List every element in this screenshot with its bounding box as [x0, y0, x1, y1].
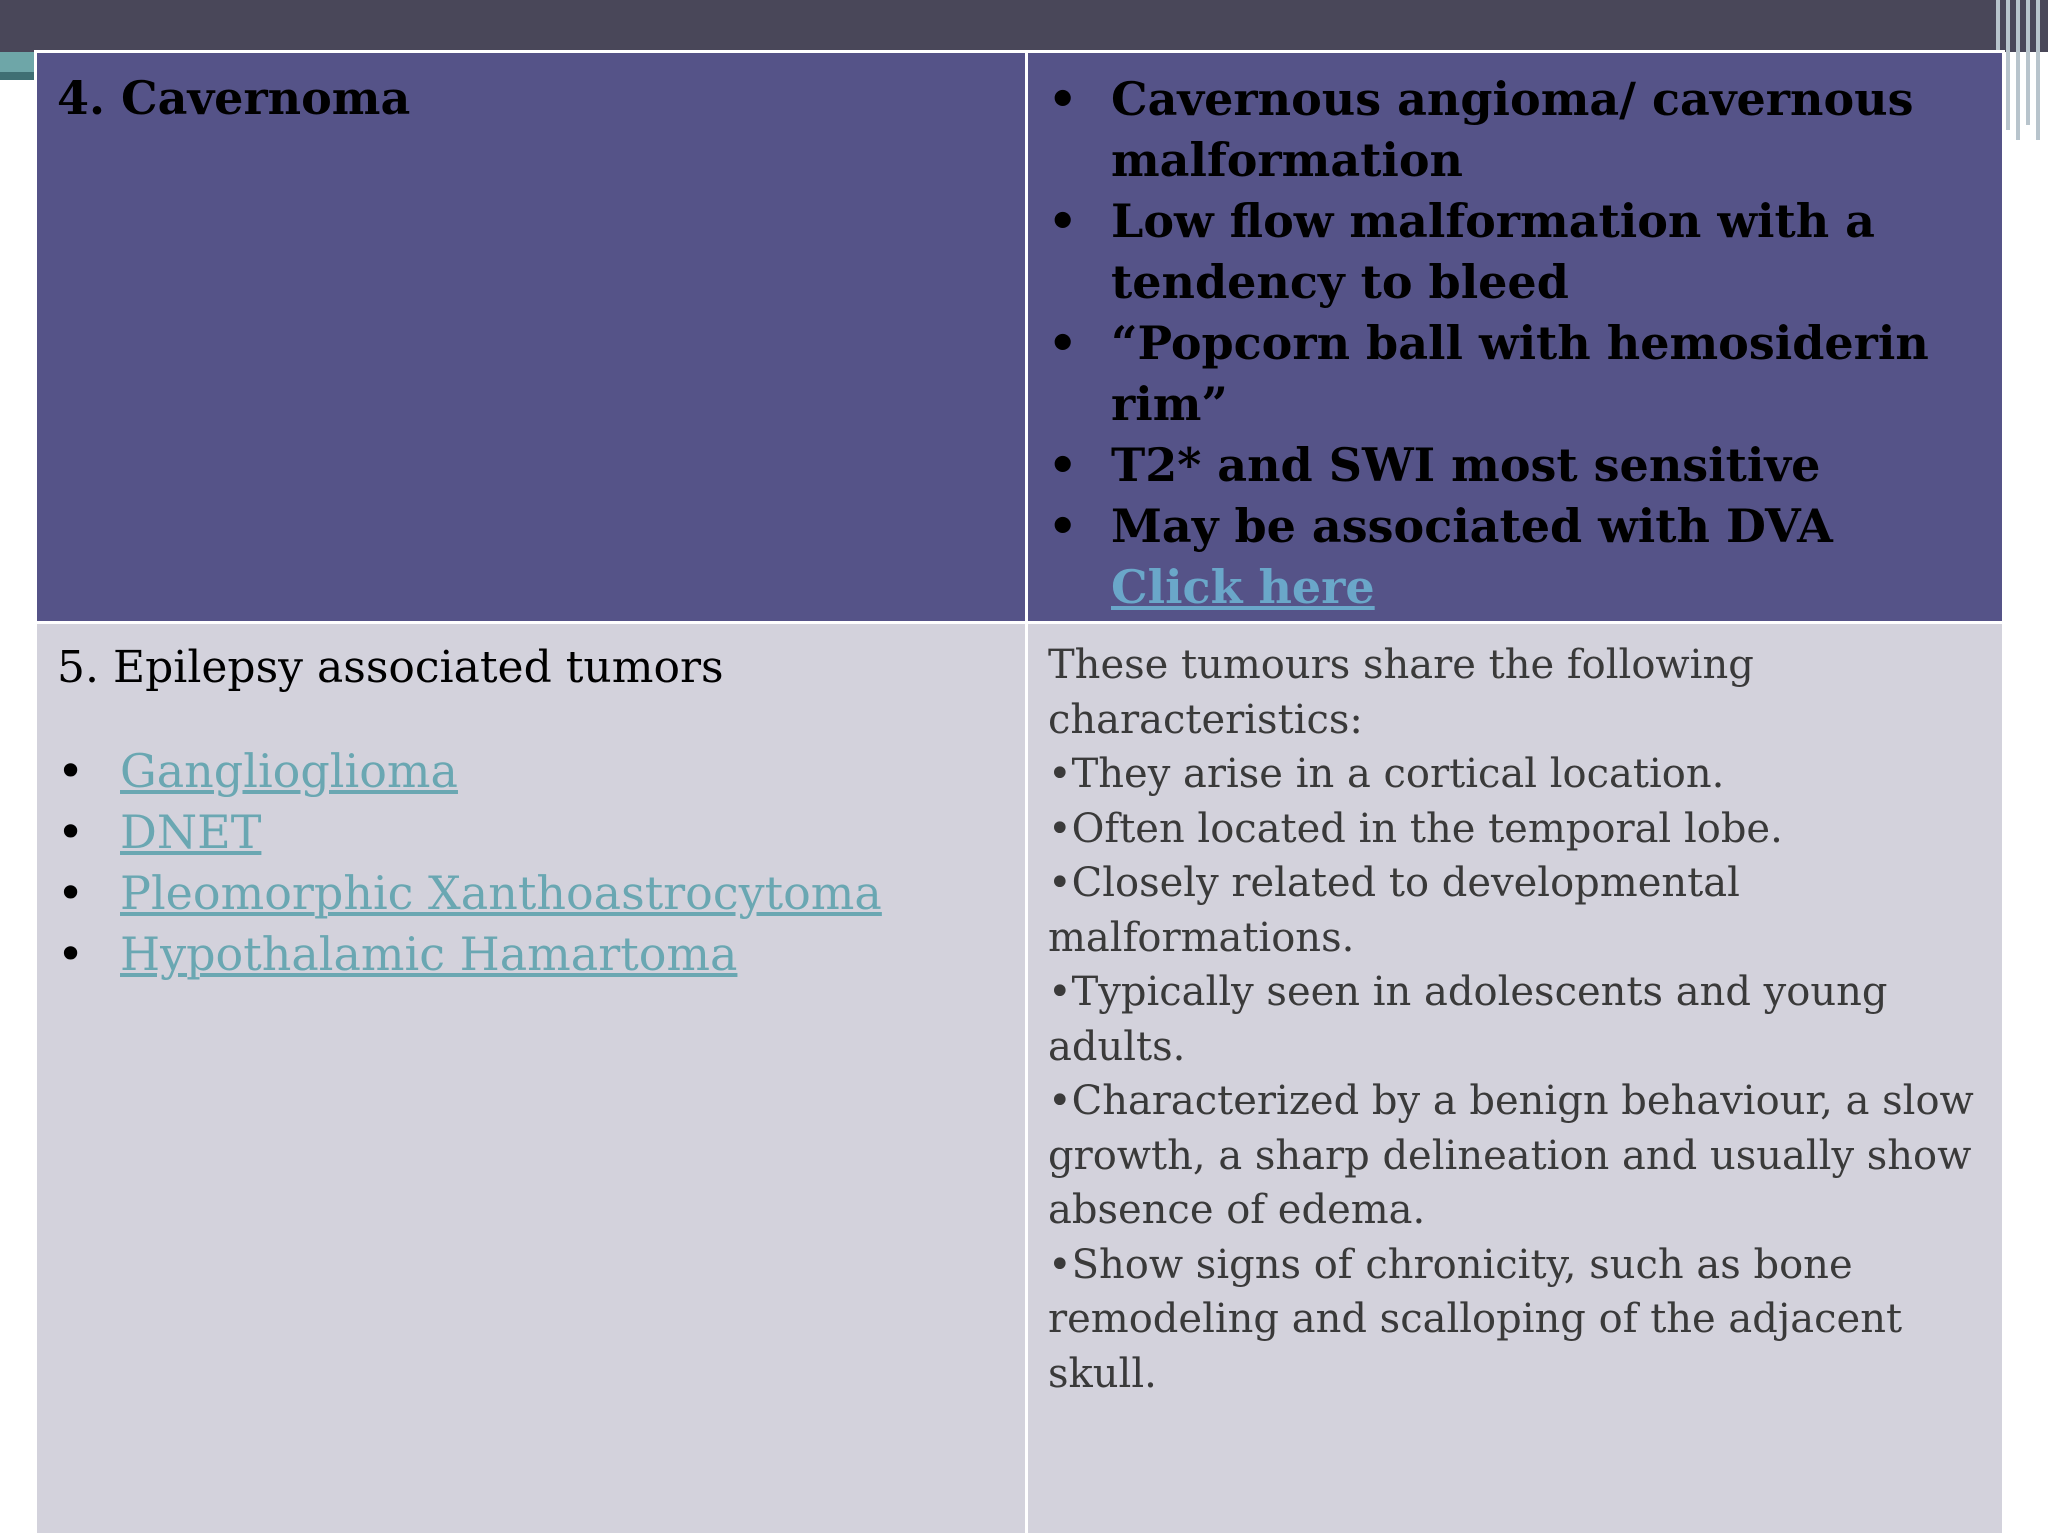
description-line: These tumours share the following characteristics:	[1048, 642, 1754, 743]
list-item	[57, 741, 1005, 802]
list-item	[57, 924, 1005, 985]
bullet-text: “Popcorn ball with hemosiderin rim”	[1111, 316, 1929, 431]
epilepsy-title: 5. Epilepsy associated tumors	[57, 642, 724, 693]
ganglioglioma-link[interactable]: Ganglioglioma	[120, 743, 458, 798]
cell-cavernoma-title	[36, 52, 1027, 623]
description-line: •Often located in the temporal lobe.	[1048, 805, 1783, 852]
bullet-text: May be associated with DVA	[1111, 499, 1833, 553]
hypothalamic-hamartoma-link[interactable]: Hypothalamic Hamartoma	[120, 926, 738, 981]
tumor-link-list	[57, 741, 1005, 985]
description-line: •They arise in a cortical location.	[1048, 751, 1725, 797]
bullet-icon: •	[1048, 316, 1078, 370]
bullet-icon: •	[57, 743, 85, 798]
bullet-icon: •	[57, 804, 85, 859]
cavernoma-title: 4. Cavernoma	[57, 71, 411, 125]
bullet-icon: •	[1048, 194, 1078, 248]
table-row-cavernoma	[36, 52, 2004, 623]
list-item	[1048, 496, 1982, 618]
cell-epilepsy-title	[36, 623, 1027, 1535]
bullet-text: T2* and SWI most sensitive	[1111, 438, 1821, 492]
bullet-icon: •	[57, 926, 85, 981]
list-item	[57, 802, 1005, 863]
table-row-epilepsy	[36, 623, 2004, 1535]
list-item	[1048, 435, 1982, 496]
list-item	[57, 863, 1005, 924]
content-table	[34, 50, 2005, 1536]
click-here-link[interactable]: Click here	[1111, 560, 1375, 614]
cell-cavernoma-bullets	[1027, 52, 2004, 623]
description-line: •Show signs of chronicity, such as bone remodeling and scalloping of the adjacent skull.	[1048, 1241, 1903, 1397]
description-line: •Closely related to developmental malformations.	[1048, 860, 1740, 961]
header-bar	[0, 0, 2048, 52]
dnet-link[interactable]: DNET	[120, 804, 262, 859]
bullet-text: Cavernous angioma/ cavernous malformation	[1111, 72, 1914, 187]
accent-strip-dark	[0, 72, 36, 80]
bullet-icon: •	[1048, 499, 1078, 553]
description-line: •Typically seen in adolescents and young adults.	[1048, 969, 1888, 1070]
description-line: •Characterized by a benign behaviour, a slow growth, a sharp delineation and usually show absence of edema.	[1048, 1078, 1974, 1233]
list-item	[1048, 69, 1982, 191]
list-item	[1048, 313, 1982, 435]
cell-epilepsy-description	[1027, 623, 2004, 1535]
bullet-icon: •	[1048, 438, 1078, 492]
characteristics-text	[1048, 638, 1982, 1401]
pxa-link[interactable]: Pleomorphic Xanthoastrocytoma	[120, 865, 882, 920]
bullet-icon: •	[1048, 72, 1078, 126]
bullet-text: Low flow malformation with a tendency to bleed	[1111, 194, 1875, 309]
list-item	[1048, 191, 1982, 313]
cavernoma-bullet-list	[1048, 69, 1982, 618]
bullet-icon: •	[57, 865, 85, 920]
